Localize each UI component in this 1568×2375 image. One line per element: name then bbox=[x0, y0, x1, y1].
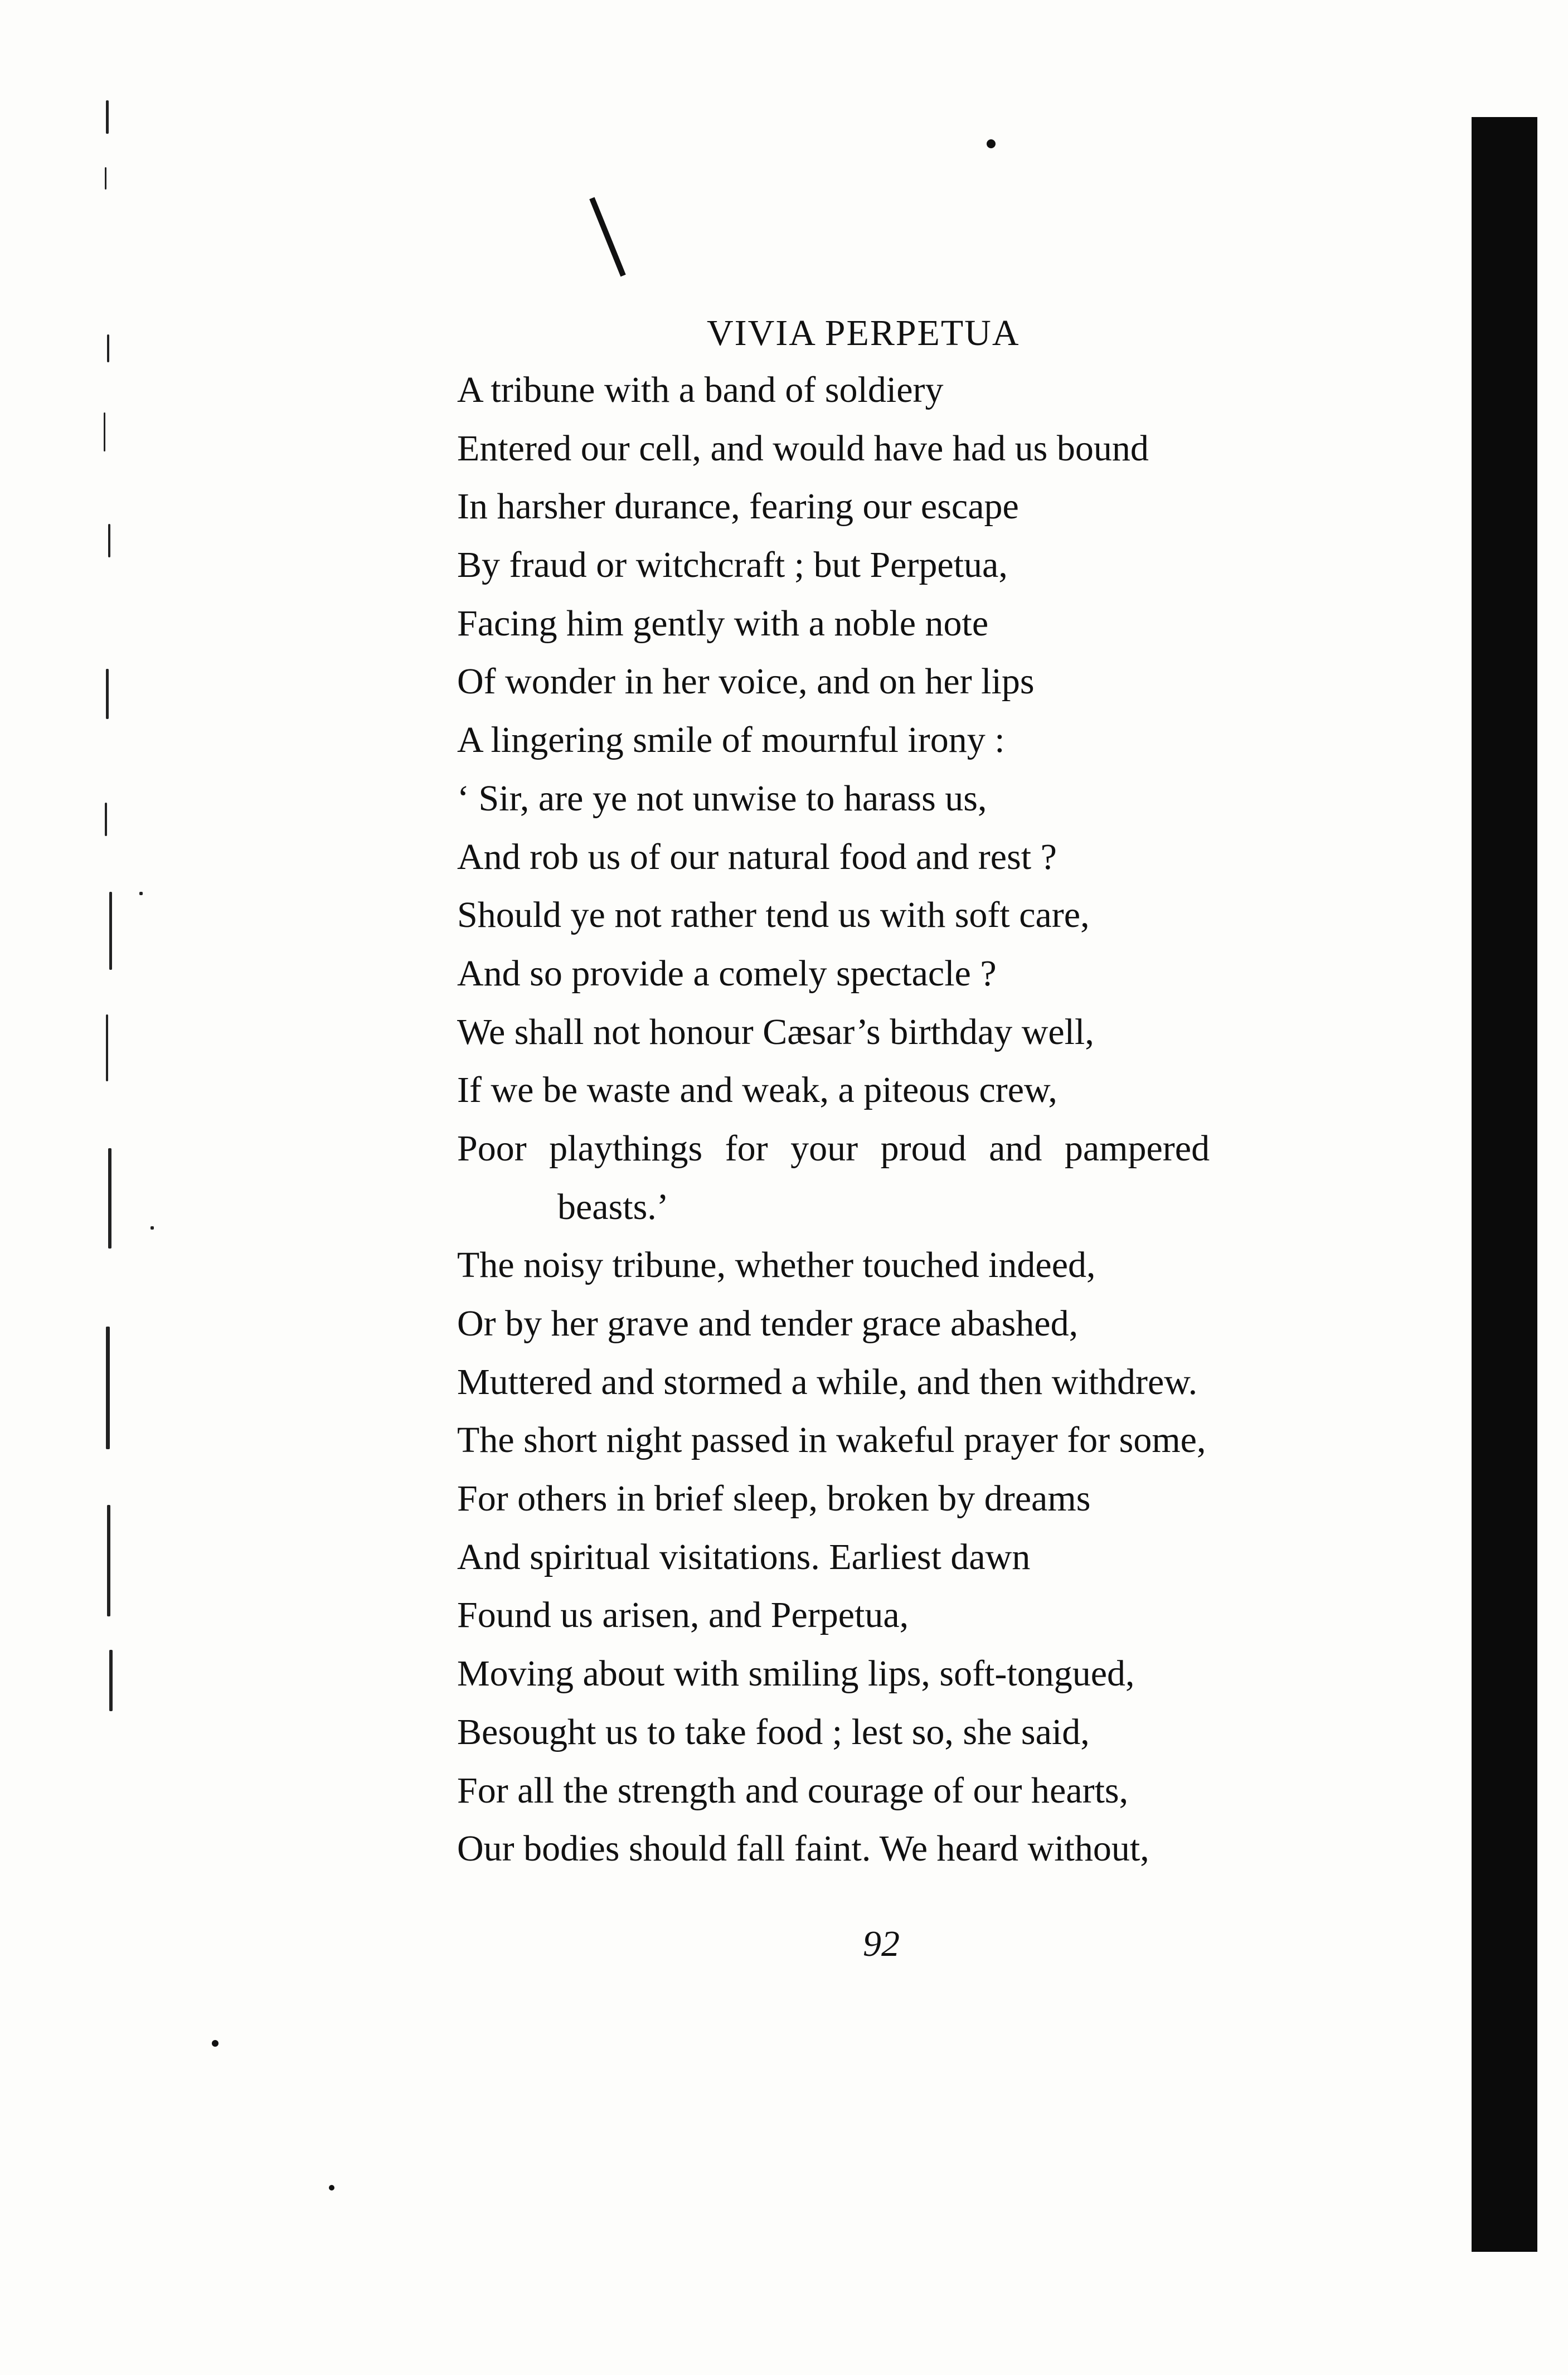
poem-line: Should ye not rather tend us with soft care, bbox=[457, 895, 1090, 936]
poem-line: And spiritual visitations. Earliest dawn bbox=[457, 1536, 1031, 1577]
poem-line: If we be waste and weak, a piteous crew, bbox=[457, 1070, 1057, 1111]
poem-line: Poor playthings for your proud and pampered bbox=[457, 1128, 1210, 1169]
ink-dot bbox=[212, 2040, 219, 2047]
poem-line: A lingering smile of mournful irony : bbox=[457, 720, 1005, 761]
page-number: 92 bbox=[863, 1924, 900, 1964]
poem-line: Our bodies should fall faint. We heard without, bbox=[457, 1828, 1149, 1869]
poem-line: And so provide a comely spectacle ? bbox=[457, 953, 997, 994]
poem-line-continuation: beasts.’ bbox=[557, 1186, 669, 1227]
poem-line: By fraud or witchcraft ; but Perpetua, bbox=[457, 545, 1008, 586]
poem-line: And rob us of our natural food and rest ? bbox=[457, 836, 1057, 877]
poem-line: Muttered and stormed a while, and then withdrew. bbox=[457, 1361, 1198, 1402]
pen-mark bbox=[589, 197, 625, 277]
poem-line: Moving about with smiling lips, soft-tongued, bbox=[457, 1653, 1135, 1694]
poem-line: The short night passed in wakeful prayer for some, bbox=[457, 1420, 1206, 1461]
ink-dot bbox=[987, 139, 996, 148]
poem-line: Found us arisen, and Perpetua, bbox=[457, 1595, 909, 1636]
poem-line: Of wonder in her voice, and on her lips bbox=[457, 661, 1035, 702]
poem-line: Or by her grave and tender grace abashed, bbox=[457, 1303, 1079, 1344]
poem-line: For all the strength and courage of our hearts, bbox=[457, 1770, 1129, 1811]
poem-line: The noisy tribune, whether touched indeed, bbox=[457, 1245, 1096, 1286]
poem-line: ‘ Sir, are ye not unwise to harass us, bbox=[457, 778, 987, 819]
poem bbox=[457, 305, 1416, 1878]
poem-line: For others in brief sleep, broken by dreams bbox=[457, 1478, 1091, 1519]
poem-line: In harsher durance, fearing our escape bbox=[457, 486, 1019, 527]
binding-speckle bbox=[89, 100, 178, 1717]
poem-line: Facing him gently with a noble note bbox=[457, 603, 989, 644]
poem-line: A tribune with a band of soldiery bbox=[457, 370, 944, 410]
poem-title: VIVIA PERPETUA bbox=[707, 313, 1020, 353]
ink-dot bbox=[329, 2185, 334, 2191]
scan-edge-border bbox=[1472, 117, 1537, 2252]
poem-line: We shall not honour Cæsar’s birthday well, bbox=[457, 1011, 1094, 1052]
poem-line: Entered our cell, and would have had us bound bbox=[457, 428, 1149, 469]
poem-line: Besought us to take food ; lest so, she said, bbox=[457, 1711, 1090, 1752]
